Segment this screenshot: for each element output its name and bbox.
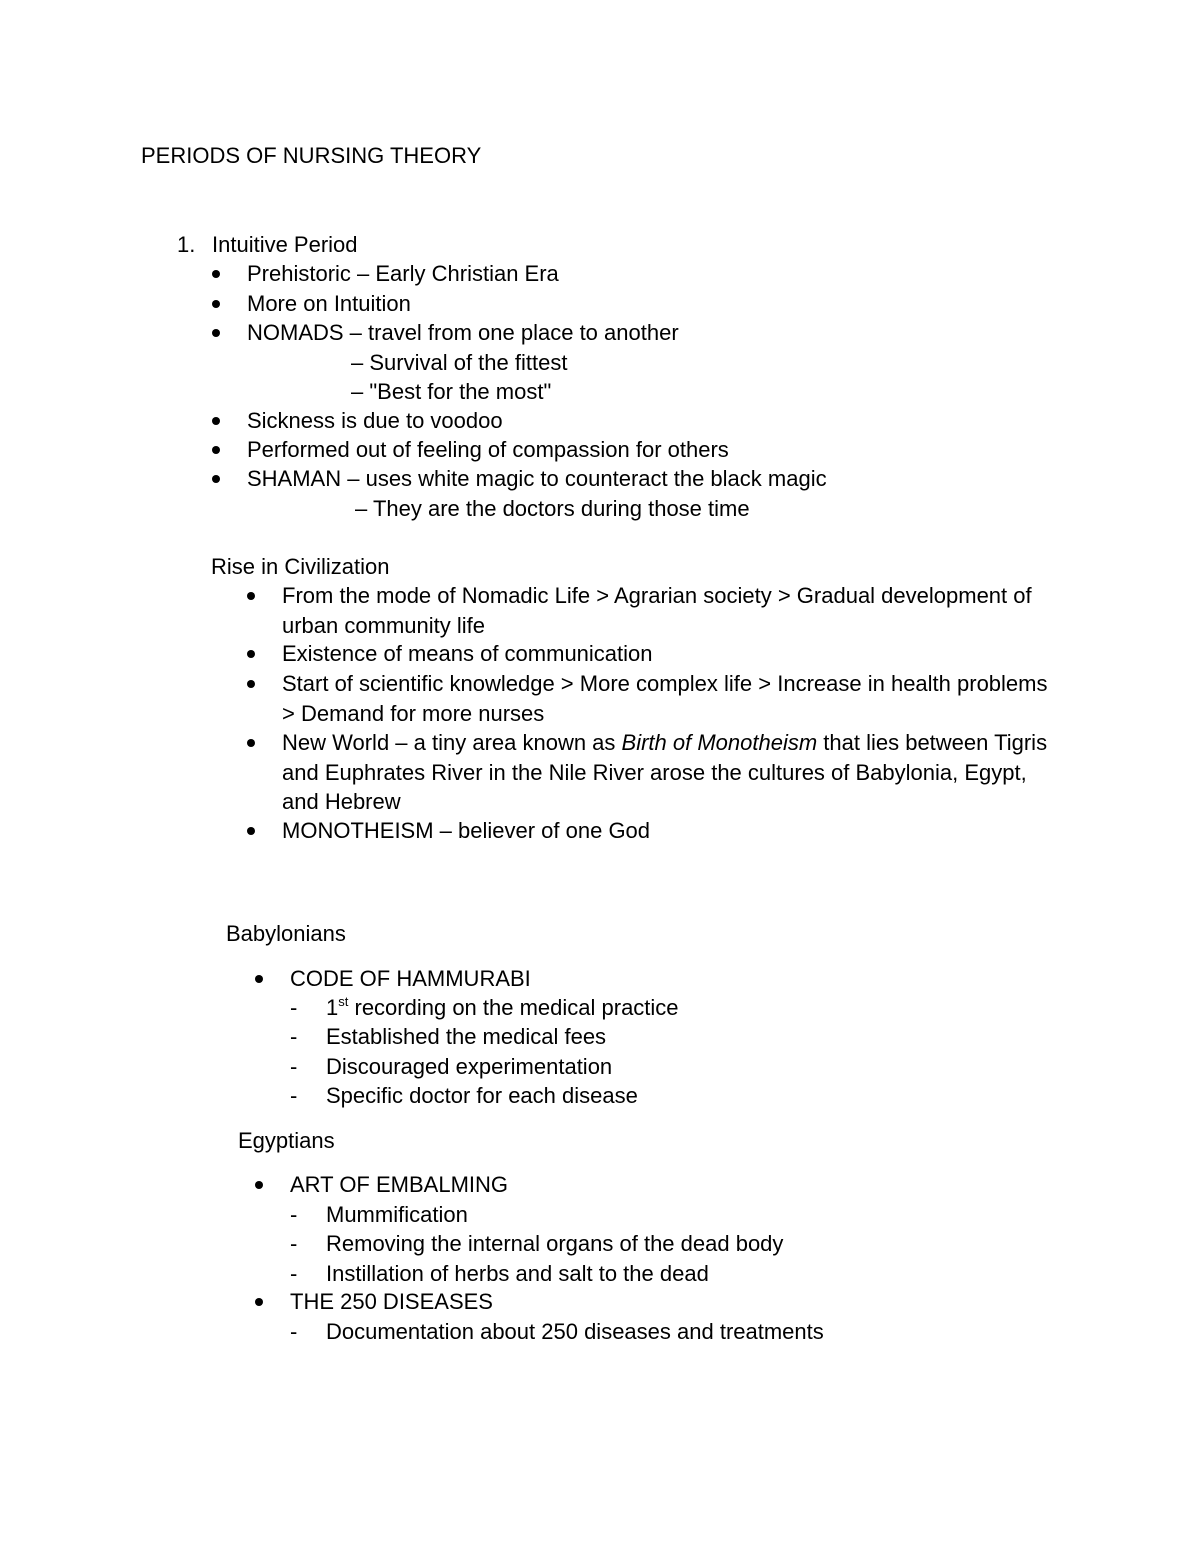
bullet-icon — [247, 680, 255, 688]
dash-marker: - — [290, 1083, 298, 1108]
sub-item — [326, 993, 679, 1023]
list-item: CODE OF HAMMURABI — [290, 966, 531, 991]
section-heading-egyptians: Egyptians — [238, 1128, 335, 1153]
italic-text: Birth of Monotheism — [621, 730, 818, 755]
text-run: recording on the medical practice — [348, 995, 679, 1020]
list-item: NOMADS – travel from one place to another — [247, 320, 679, 345]
list-item: More on Intuition — [247, 291, 411, 316]
bullet-icon — [212, 475, 220, 483]
text-run: that lies between Tigris and Euphrates River in the Nile River arose the cultures of Babylonia, Egypt, and Hebrew — [282, 730, 1048, 814]
section-heading-rise: Rise in Civilization — [211, 554, 390, 579]
bullet-icon — [247, 827, 255, 835]
bullet-icon — [212, 417, 220, 425]
page-title: PERIODS OF NURSING THEORY — [141, 143, 482, 168]
sub-item: Instillation of herbs and salt to the dead — [326, 1261, 709, 1286]
list-item: Existence of means of communication — [282, 641, 653, 666]
list-item — [282, 728, 1052, 817]
list-item: Start of scientific knowledge > More complex life > Increase in health problems > Demand for more nurses — [282, 671, 1048, 726]
dash-marker: - — [290, 1054, 298, 1079]
list-item: Performed out of feeling of compassion for others — [247, 437, 729, 462]
bullet-icon — [212, 329, 220, 337]
bullet-icon — [212, 446, 220, 454]
list-item: MONOTHEISM – believer of one God — [282, 818, 651, 843]
sub-item: – They are the doctors during those time — [355, 496, 750, 521]
dash-marker: - — [290, 1261, 298, 1286]
list-item: From the mode of Nomadic Life > Agrarian society > Gradual development of urban community life — [282, 583, 1032, 638]
bullet-icon — [247, 739, 255, 747]
dash-marker: - — [290, 995, 298, 1020]
text-run: 1 — [326, 995, 339, 1020]
section-heading-babylonians: Babylonians — [226, 921, 346, 946]
dash-marker: - — [290, 1319, 298, 1344]
sub-item: Documentation about 250 diseases and treatments — [326, 1319, 824, 1344]
superscript: st — [338, 994, 349, 1009]
sub-item: – "Best for the most" — [351, 379, 552, 404]
bullet-icon — [247, 592, 255, 600]
sub-item: – Survival of the fittest — [351, 350, 568, 375]
dash-marker: - — [290, 1202, 298, 1227]
list-item: Prehistoric – Early Christian Era — [247, 261, 559, 286]
dash-marker: - — [290, 1024, 298, 1049]
sub-item: Discouraged experimentation — [326, 1054, 613, 1079]
bullet-icon — [212, 270, 220, 278]
section-heading-intuitive: Intuitive Period — [212, 232, 358, 257]
list-item: THE 250 DISEASES — [290, 1289, 493, 1314]
list-item: ART OF EMBALMING — [290, 1172, 509, 1197]
sub-item: Mummification — [326, 1202, 468, 1227]
bullet-icon — [255, 975, 263, 983]
bullet-icon — [255, 1298, 263, 1306]
list-item: Sickness is due to voodoo — [247, 408, 503, 433]
bullet-icon — [212, 300, 220, 308]
sub-item: Established the medical fees — [326, 1024, 607, 1049]
list-number: 1. — [177, 232, 196, 257]
bullet-icon — [247, 650, 255, 658]
sub-item: Specific doctor for each disease — [326, 1083, 638, 1108]
dash-marker: - — [290, 1231, 298, 1256]
bullet-icon — [255, 1181, 263, 1189]
sub-item: Removing the internal organs of the dead body — [326, 1231, 784, 1256]
text-run: New World – a tiny area known as — [282, 730, 622, 755]
list-item: SHAMAN – uses white magic to counteract the black magic — [247, 466, 827, 491]
